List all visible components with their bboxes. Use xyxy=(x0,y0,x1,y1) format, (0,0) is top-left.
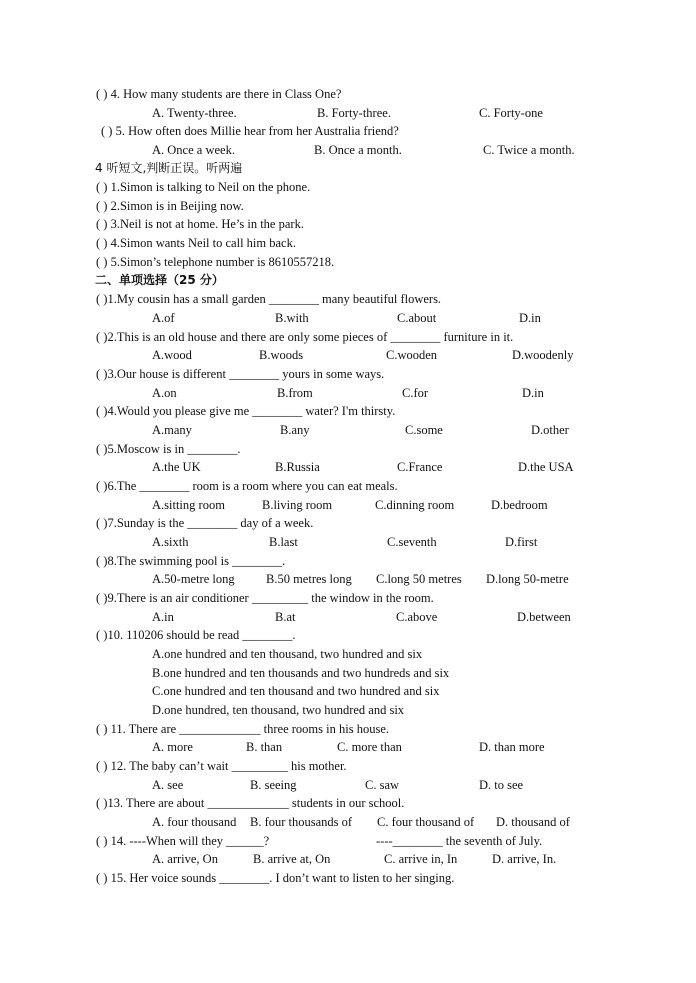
option-a: A.sixth xyxy=(152,535,189,549)
option-c: C. arrive in, In xyxy=(384,852,458,866)
question-stem: ( )1.My cousin has a small garden ________ many beautiful flowers. xyxy=(96,292,442,306)
option-d: D. thousand of xyxy=(496,815,570,829)
option-c: C.one hundred and ten thousand and two hundred and six xyxy=(152,684,440,698)
question-stem: ( ) 4. How many students are there in Class One? xyxy=(96,87,342,101)
option-d: D.bedroom xyxy=(491,498,548,512)
option-c: C. saw xyxy=(365,778,400,792)
question-stem: ( )3.Our house is different ________ yours in some ways. xyxy=(96,367,385,381)
question-stem: ( ) 5. How often does Millie hear from her Australia friend? xyxy=(101,124,399,138)
option-a: A. four thousand xyxy=(152,815,237,829)
option-a: A.the UK xyxy=(152,460,201,474)
option-a: A. Once a week. xyxy=(152,143,235,157)
question-stem: ( ) 11. There are _____________ three rooms in his house. xyxy=(96,722,389,736)
option-b: B.Russia xyxy=(275,460,320,474)
option-a: A. see xyxy=(152,778,184,792)
option-b: B. Forty-three. xyxy=(317,106,391,120)
option-b: B.from xyxy=(277,386,313,400)
option-a: A.one hundred and ten thousand, two hundred and six xyxy=(152,647,423,661)
option-c: C. four thousand of xyxy=(377,815,475,829)
option-c: C.seventh xyxy=(387,535,437,549)
option-d: D.the USA xyxy=(518,460,574,474)
option-b: B. arrive at, On xyxy=(253,852,331,866)
question-stem: ( ) 15. Her voice sounds ________. I don’t want to listen to her singing. xyxy=(96,871,455,885)
option-c: C.dinning room xyxy=(375,498,455,512)
judgement-item: ( ) 2.Simon is in Beijing now. xyxy=(96,199,244,213)
option-b: B.living room xyxy=(262,498,333,512)
option-d: D.first xyxy=(505,535,538,549)
question-stem: ( ) 12. The baby can’t wait _________ his mother. xyxy=(96,759,347,773)
option-a: A.50-metre long xyxy=(152,572,235,586)
option-c: C.for xyxy=(402,386,429,400)
option-b: B.last xyxy=(269,535,298,549)
question-stem: ( )8.The swimming pool is ________. xyxy=(96,554,286,568)
option-a: A. Twenty-three. xyxy=(152,106,237,120)
option-c: C.wooden xyxy=(386,348,438,362)
judgement-item: ( ) 1.Simon is talking to Neil on the phone. xyxy=(96,180,311,194)
question-stem: ( )6.The ________ room is a room where you can eat meals. xyxy=(96,479,398,493)
question-stem: ( )7.Sunday is the ________ day of a week. xyxy=(96,516,314,530)
option-c: C. more than xyxy=(337,740,402,754)
option-b: B. Once a month. xyxy=(314,143,402,157)
option-a: A.on xyxy=(152,386,177,400)
option-a: A.sitting room xyxy=(152,498,225,512)
option-b: B.50 metres long xyxy=(266,572,352,586)
option-c: C.about xyxy=(397,311,437,325)
option-a: A. arrive, On xyxy=(152,852,218,866)
option-d: D.in xyxy=(519,311,541,325)
judgement-item: ( ) 5.Simon’s telephone number is 8610557218. xyxy=(96,255,335,269)
question-response: ----________ the seventh of July. xyxy=(376,834,543,848)
judgement-item: ( ) 3.Neil is not at home. He’s in the park. xyxy=(96,217,304,231)
question-stem: ( )10. 110206 should be read ________. xyxy=(96,628,296,642)
judgement-item: ( ) 4.Simon wants Neil to call him back. xyxy=(96,236,296,250)
option-d: D.long 50-metre xyxy=(486,572,569,586)
option-b: B.at xyxy=(275,610,296,624)
option-d: D. to see xyxy=(479,778,524,792)
question-stem: ( )13. There are about _____________ students in our school. xyxy=(96,796,405,810)
section-title: 4 听短文,判断正误。听两遍 xyxy=(95,161,243,175)
option-b: B.one hundred and ten thousands and two hundreds and six xyxy=(152,666,450,680)
option-c: C. Forty-one xyxy=(479,106,543,120)
option-b: B.any xyxy=(280,423,310,437)
question-stem: ( )2.This is an old house and there are only some pieces of ________ furniture in it. xyxy=(96,330,514,344)
option-c: C. Twice a month. xyxy=(483,143,575,157)
option-d: D. arrive, In. xyxy=(492,852,557,866)
option-d: D.other xyxy=(531,423,569,437)
option-d: D.in xyxy=(522,386,544,400)
option-b: B.woods xyxy=(259,348,304,362)
option-d: D. than more xyxy=(479,740,545,754)
option-d: D.between xyxy=(517,610,571,624)
option-b: B. four thousands of xyxy=(250,815,353,829)
question-stem: ( ) 14. ----When will they ______? xyxy=(96,834,270,848)
option-a: A.in xyxy=(152,610,174,624)
option-c: C.above xyxy=(396,610,438,624)
option-a: A. more xyxy=(152,740,193,754)
option-b: B.with xyxy=(275,311,309,325)
question-stem: ( )9.There is an air conditioner _________ the window in the room. xyxy=(96,591,434,605)
section-title: 二、单项选择（25 分） xyxy=(95,273,224,287)
option-b: B. than xyxy=(246,740,283,754)
option-d: D.one hundred, ten thousand, two hundred and six xyxy=(152,703,405,717)
option-b: B. seeing xyxy=(250,778,297,792)
option-c: C.long 50 metres xyxy=(376,572,462,586)
option-a: A.of xyxy=(152,311,175,325)
option-a: A.many xyxy=(152,423,192,437)
question-stem: ( )4.Would you please give me ________ water? I'm thirsty. xyxy=(96,404,396,418)
option-c: C.some xyxy=(405,423,443,437)
option-a: A.wood xyxy=(152,348,192,362)
option-d: D.woodenly xyxy=(512,348,574,362)
question-stem: ( )5.Moscow is in ________. xyxy=(96,442,241,456)
option-c: C.France xyxy=(397,460,443,474)
